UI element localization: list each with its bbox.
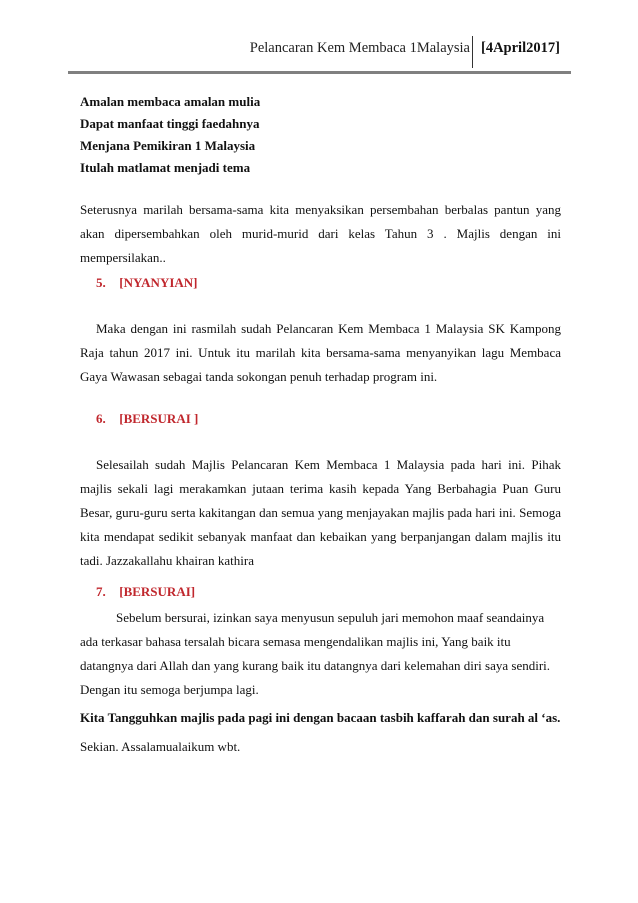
paragraph-maaf: Sebelum bersurai, izinkan saya menyusun sepuluh jari memohon maaf seandainya ada terkasar bahasa tersalah bicara semasa mengendalikan majlis ini, Yang baik itu datangnya dari Allah dan yang kurang baik itu datangnya dari kelemahan diri saya sendiri. Dengan itu semoga berjumpa lagi. — [80, 610, 551, 697]
section-title: [BERSURAI ] — [119, 411, 199, 426]
poem-block — [80, 91, 561, 179]
section-heading-5 — [96, 275, 198, 291]
header-title: Pelancaran Kem Membaca 1Malaysia — [249, 40, 470, 56]
section-heading-6 — [96, 411, 198, 427]
paragraph-signoff: Sekian. Assalamualaikum wbt. — [80, 739, 241, 754]
paragraph-nyanyian: Maka dengan ini rasmilah sudah Pelancaran Kem Membaca 1 Malaysia SK Kampong Raja tahun 2017 ini. Untuk itu marilah kita bersama-sama menyanyikan lagu Membaca Gaya Wawasan sebagai tanda sokongan penuh terhadap program ini. — [80, 321, 561, 384]
page-header — [0, 40, 638, 72]
section-heading-7 — [96, 584, 195, 600]
section-number: 6. — [96, 411, 106, 426]
header-rule — [68, 71, 571, 74]
poem-line: Itulah matlamat menjadi tema — [80, 160, 251, 175]
header-date: [4April2017] — [481, 40, 560, 56]
header-separator — [472, 36, 473, 68]
paragraph-intro-pantun: Seterusnya marilah bersama-sama kita menyaksikan persembahan berbalas pantun yang akan dipersembahkan oleh murid-murid dari kelas Tahun 3 . Majlis dengan ini mempersilakan.. — [80, 202, 561, 265]
section-number: 7. — [96, 584, 106, 599]
poem-line: Menjana Pemikiran 1 Malaysia — [80, 138, 256, 153]
section-title: [NYANYIAN] — [119, 275, 198, 290]
paragraph-closing: Kita Tangguhkan majlis pada pagi ini dengan bacaan tasbih kaffarah dan surah al ‘as. — [80, 710, 561, 725]
poem-line: Dapat manfaat tinggi faedahnya — [80, 116, 260, 131]
section-number: 5. — [96, 275, 106, 290]
section-title: [BERSURAI] — [119, 584, 196, 599]
poem-line: Amalan membaca amalan mulia — [80, 94, 261, 109]
paragraph-bersurai: Selesailah sudah Majlis Pelancaran Kem Membaca 1 Malaysia pada hari ini. Pihak majlis sekali lagi merakamkan jutaan terima kasih kepada Yang Berbahagia Puan Guru Besar, guru-guru serta kakitangan dan semua yang menjayakan majlis pada hari ini. Semoga kita mendapat sedikit sebanyak manfaat dan kebaikan yang berpanjangan dalam majlis itu tadi. Jazzakallahu khairan kathira — [80, 457, 561, 568]
